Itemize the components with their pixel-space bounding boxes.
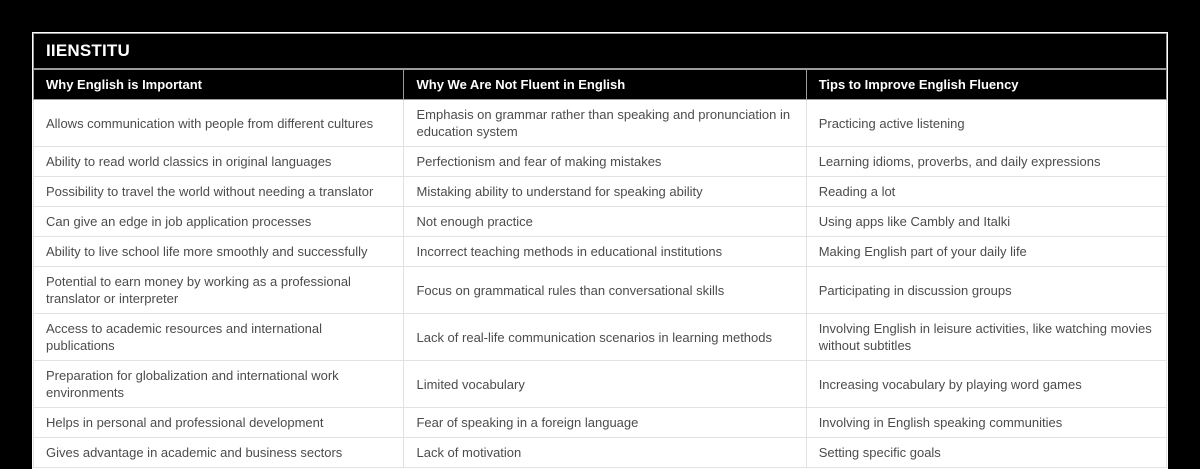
table-cell: Perfectionism and fear of making mistakes (404, 147, 806, 177)
column-header-tips-improve-fluency: Tips to Improve English Fluency (806, 69, 1166, 100)
table-cell: Making English part of your daily life (806, 237, 1166, 267)
content-surface (32, 32, 1168, 469)
table-row (34, 408, 1167, 438)
table-row (34, 361, 1167, 408)
table-cell: Ability to read world classics in original languages (34, 147, 404, 177)
table-cell: Mistaking ability to understand for speaking ability (404, 177, 806, 207)
table-cell: Lack of motivation (404, 438, 806, 468)
column-header-why-not-fluent: Why We Are Not Fluent in English (404, 69, 806, 100)
table-cell: Emphasis on grammar rather than speaking and pronunciation in education system (404, 100, 806, 147)
table-cell: Possibility to travel the world without needing a translator (34, 177, 404, 207)
table-row (34, 207, 1167, 237)
table-cell: Learning idioms, proverbs, and daily expressions (806, 147, 1166, 177)
table-cell: Incorrect teaching methods in educational institutions (404, 237, 806, 267)
column-header-why-english-important: Why English is Important (34, 69, 404, 100)
table-cell: Can give an edge in job application processes (34, 207, 404, 237)
title-row (34, 34, 1167, 70)
table-cell: Access to academic resources and international publications (34, 314, 404, 361)
table-cell: Involving English in leisure activities, like watching movies without subtitles (806, 314, 1166, 361)
table-body (34, 100, 1167, 468)
english-fluency-table (33, 33, 1167, 468)
table-row (34, 147, 1167, 177)
page-title: IIENSTITU (34, 34, 1167, 70)
table-cell: Fear of speaking in a foreign language (404, 408, 806, 438)
table-row (34, 267, 1167, 314)
table-cell: Setting specific goals (806, 438, 1166, 468)
table-cell: Practicing active listening (806, 100, 1166, 147)
table-cell: Limited vocabulary (404, 361, 806, 408)
table-cell: Helps in personal and professional development (34, 408, 404, 438)
table-row (34, 438, 1167, 468)
table-cell: Involving in English speaking communities (806, 408, 1166, 438)
table-row (34, 177, 1167, 207)
table-row (34, 237, 1167, 267)
table-cell: Preparation for globalization and international work environments (34, 361, 404, 408)
table-cell: Allows communication with people from different cultures (34, 100, 404, 147)
column-header-row (34, 69, 1167, 100)
table-head (34, 34, 1167, 100)
table-row (34, 100, 1167, 147)
table-cell: Not enough practice (404, 207, 806, 237)
table-cell: Lack of real-life communication scenarios in learning methods (404, 314, 806, 361)
table-cell: Ability to live school life more smoothly and successfully (34, 237, 404, 267)
table-cell: Using apps like Cambly and Italki (806, 207, 1166, 237)
table-cell: Potential to earn money by working as a professional translator or interpreter (34, 267, 404, 314)
table-cell: Participating in discussion groups (806, 267, 1166, 314)
table-cell: Reading a lot (806, 177, 1166, 207)
table-cell: Focus on grammatical rules than conversational skills (404, 267, 806, 314)
table-cell: Increasing vocabulary by playing word games (806, 361, 1166, 408)
table-row (34, 314, 1167, 361)
table-cell: Gives advantage in academic and business sectors (34, 438, 404, 468)
